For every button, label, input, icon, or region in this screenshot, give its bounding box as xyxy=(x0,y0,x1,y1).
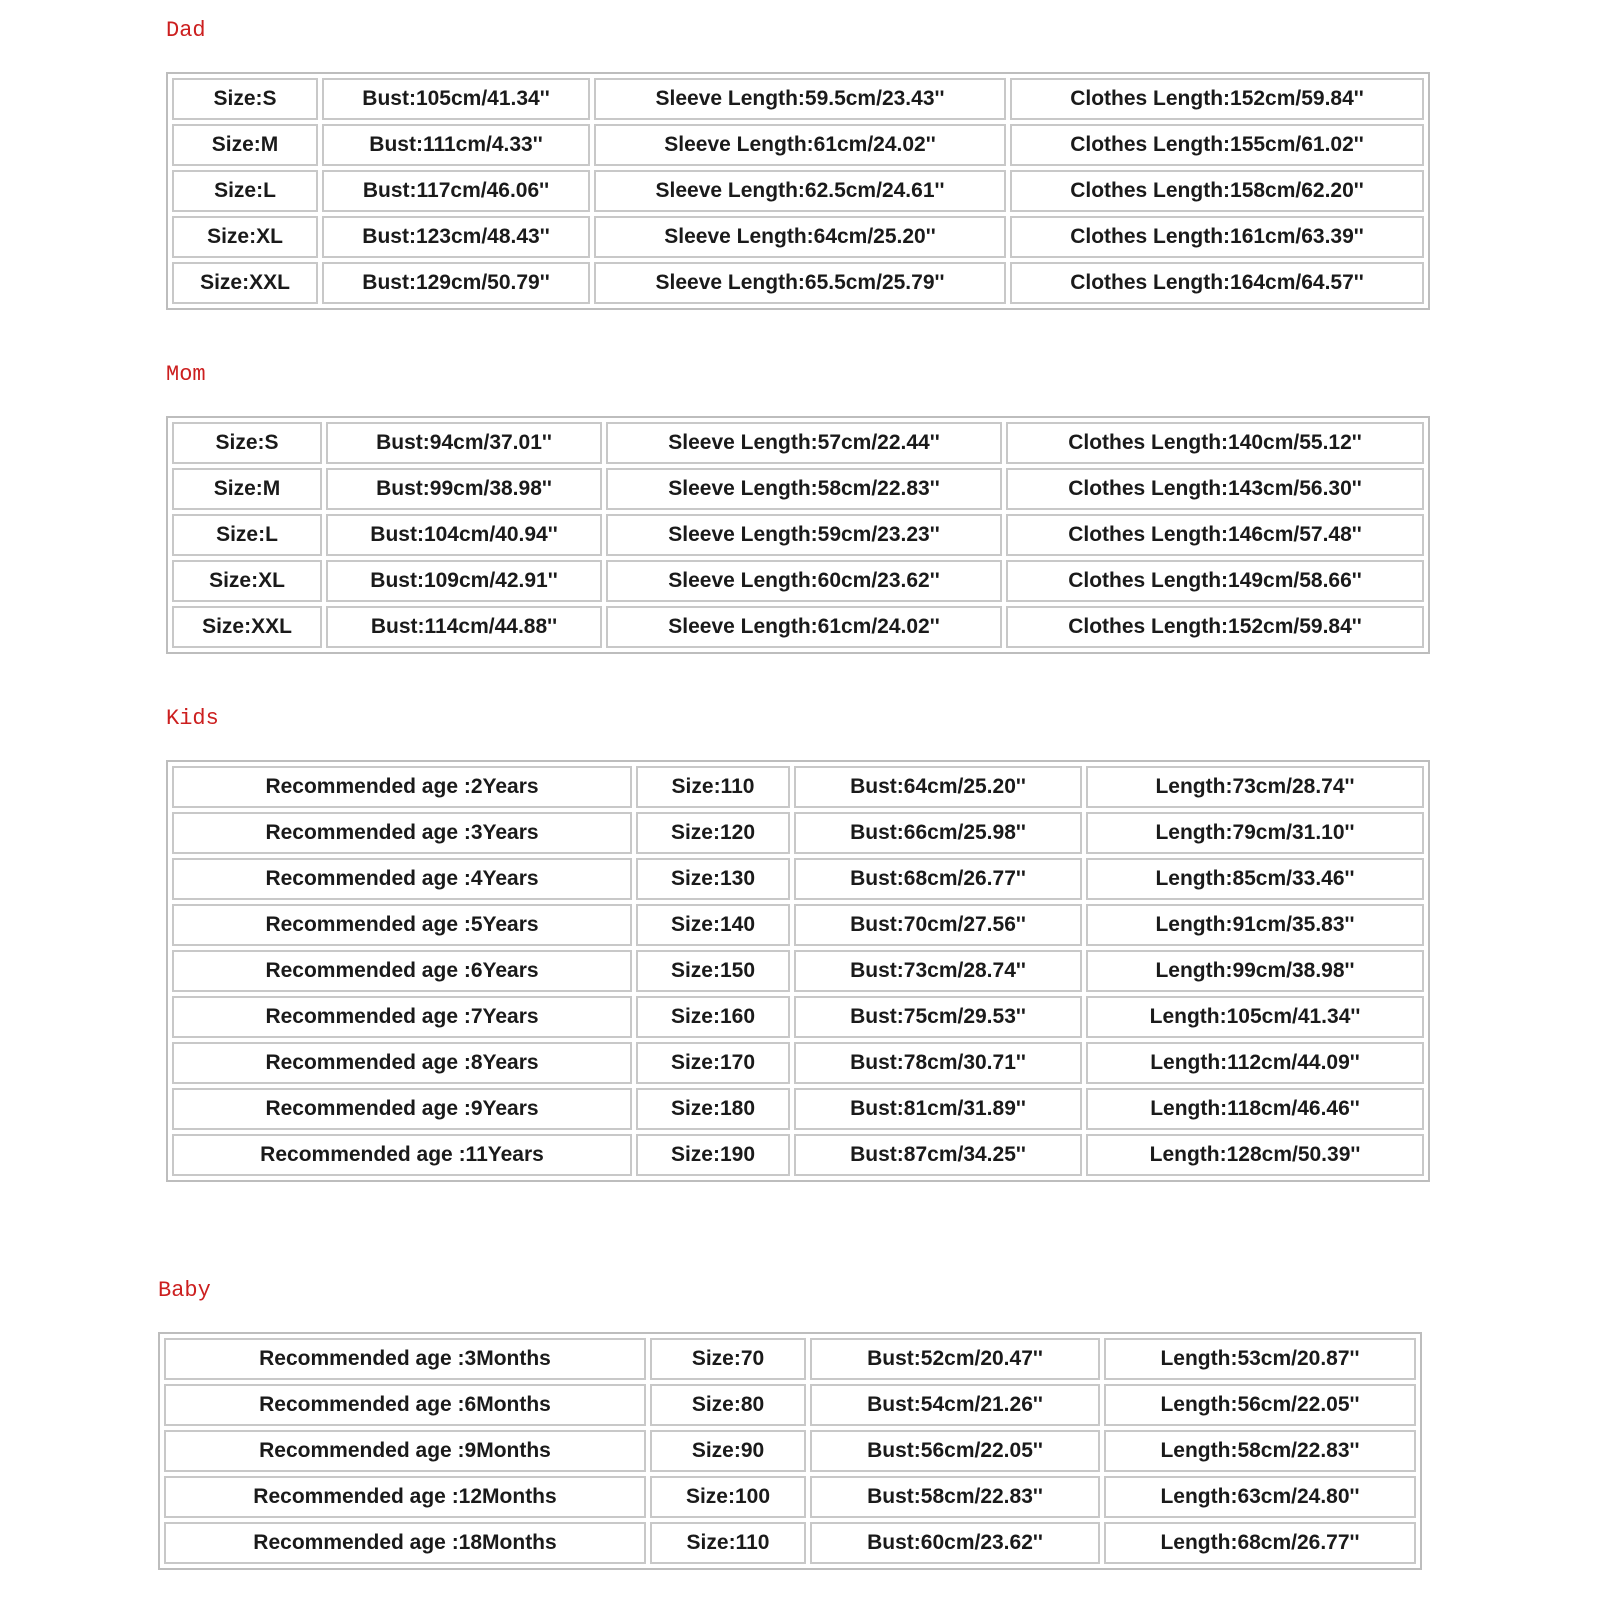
table-cell: Bust:111cm/4.33'' xyxy=(322,124,590,166)
table-cell: Size:160 xyxy=(636,996,790,1038)
section-heading-dad: Dad xyxy=(166,18,206,43)
table-cell: Sleeve Length:62.5cm/24.61'' xyxy=(594,170,1006,212)
table-cell: Size:130 xyxy=(636,858,790,900)
table-cell: Bust:104cm/40.94'' xyxy=(326,514,602,556)
table-cell: Clothes Length:140cm/55.12'' xyxy=(1006,422,1424,464)
table-row xyxy=(172,514,1424,556)
table-cell: Bust:58cm/22.83'' xyxy=(810,1476,1100,1518)
table-cell: Size:M xyxy=(172,468,322,510)
table-row xyxy=(172,422,1424,464)
table-cell: Size:M xyxy=(172,124,318,166)
table-cell: Bust:75cm/29.53'' xyxy=(794,996,1082,1038)
table-row xyxy=(172,78,1424,120)
table-cell: Recommended age :5Years xyxy=(172,904,632,946)
table-cell: Size:110 xyxy=(650,1522,806,1564)
table-cell: Size:180 xyxy=(636,1088,790,1130)
table-cell: Bust:70cm/27.56'' xyxy=(794,904,1082,946)
table-cell: Size:190 xyxy=(636,1134,790,1176)
table-row xyxy=(172,262,1424,304)
table-row xyxy=(172,216,1424,258)
table-cell: Clothes Length:164cm/64.57'' xyxy=(1010,262,1424,304)
size-table-kids xyxy=(166,760,1430,1182)
table xyxy=(168,418,1428,652)
table-cell: Size:120 xyxy=(636,812,790,854)
table-row xyxy=(164,1384,1416,1426)
table-cell: Size:XL xyxy=(172,216,318,258)
table-row xyxy=(172,1042,1424,1084)
table-cell: Bust:129cm/50.79'' xyxy=(322,262,590,304)
table-cell: Bust:81cm/31.89'' xyxy=(794,1088,1082,1130)
table-cell: Recommended age :11Years xyxy=(172,1134,632,1176)
table-cell: Size:110 xyxy=(636,766,790,808)
table-cell: Bust:66cm/25.98'' xyxy=(794,812,1082,854)
table-row xyxy=(164,1522,1416,1564)
table-cell: Length:68cm/26.77'' xyxy=(1104,1522,1416,1564)
table-cell: Size:150 xyxy=(636,950,790,992)
table-cell: Length:128cm/50.39'' xyxy=(1086,1134,1424,1176)
table-cell: Recommended age :18Months xyxy=(164,1522,646,1564)
table-cell: Length:91cm/35.83'' xyxy=(1086,904,1424,946)
table-row xyxy=(172,170,1424,212)
table-cell: Size:L xyxy=(172,514,322,556)
table-cell: Length:53cm/20.87'' xyxy=(1104,1338,1416,1380)
table-cell: Bust:99cm/38.98'' xyxy=(326,468,602,510)
table-cell: Sleeve Length:60cm/23.62'' xyxy=(606,560,1002,602)
table-cell: Bust:60cm/23.62'' xyxy=(810,1522,1100,1564)
table-cell: Length:118cm/46.46'' xyxy=(1086,1088,1424,1130)
table-cell: Clothes Length:143cm/56.30'' xyxy=(1006,468,1424,510)
table-cell: Bust:105cm/41.34'' xyxy=(322,78,590,120)
table-cell: Length:79cm/31.10'' xyxy=(1086,812,1424,854)
table-cell: Length:105cm/41.34'' xyxy=(1086,996,1424,1038)
table-cell: Length:73cm/28.74'' xyxy=(1086,766,1424,808)
table-cell: Clothes Length:149cm/58.66'' xyxy=(1006,560,1424,602)
table-cell: Size:XL xyxy=(172,560,322,602)
table-cell: Bust:68cm/26.77'' xyxy=(794,858,1082,900)
table-cell: Sleeve Length:65.5cm/25.79'' xyxy=(594,262,1006,304)
table-row xyxy=(164,1430,1416,1472)
table xyxy=(168,74,1428,308)
table-cell: Sleeve Length:57cm/22.44'' xyxy=(606,422,1002,464)
table-row xyxy=(172,812,1424,854)
table-cell: Recommended age :9Months xyxy=(164,1430,646,1472)
table-cell: Recommended age :12Months xyxy=(164,1476,646,1518)
table-cell: Recommended age :7Years xyxy=(172,996,632,1038)
table-row xyxy=(164,1338,1416,1380)
table-cell: Size:L xyxy=(172,170,318,212)
table-cell: Bust:56cm/22.05'' xyxy=(810,1430,1100,1472)
table-row xyxy=(164,1476,1416,1518)
table-row xyxy=(172,1088,1424,1130)
table-row xyxy=(172,1134,1424,1176)
table-row xyxy=(172,124,1424,166)
section-heading-mom: Mom xyxy=(166,362,206,387)
table-cell: Bust:52cm/20.47'' xyxy=(810,1338,1100,1380)
table-cell: Sleeve Length:61cm/24.02'' xyxy=(594,124,1006,166)
table-cell: Size:140 xyxy=(636,904,790,946)
table-cell: Size:S xyxy=(172,422,322,464)
table-cell: Recommended age :6Years xyxy=(172,950,632,992)
table-cell: Size:100 xyxy=(650,1476,806,1518)
table-cell: Bust:114cm/44.88'' xyxy=(326,606,602,648)
size-table-dad xyxy=(166,72,1430,310)
table-cell: Bust:94cm/37.01'' xyxy=(326,422,602,464)
table-cell: Clothes Length:161cm/63.39'' xyxy=(1010,216,1424,258)
table-cell: Bust:117cm/46.06'' xyxy=(322,170,590,212)
table-cell: Clothes Length:146cm/57.48'' xyxy=(1006,514,1424,556)
table-cell: Sleeve Length:59.5cm/23.43'' xyxy=(594,78,1006,120)
table-cell: Size:70 xyxy=(650,1338,806,1380)
table-row xyxy=(172,996,1424,1038)
table-cell: Bust:73cm/28.74'' xyxy=(794,950,1082,992)
size-table-mom xyxy=(166,416,1430,654)
table-row xyxy=(172,560,1424,602)
table-cell: Bust:109cm/42.91'' xyxy=(326,560,602,602)
table-cell: Clothes Length:152cm/59.84'' xyxy=(1006,606,1424,648)
table-cell: Length:99cm/38.98'' xyxy=(1086,950,1424,992)
table-cell: Recommended age :2Years xyxy=(172,766,632,808)
table-cell: Bust:123cm/48.43'' xyxy=(322,216,590,258)
table-row xyxy=(172,904,1424,946)
table-cell: Recommended age :9Years xyxy=(172,1088,632,1130)
table-cell: Clothes Length:152cm/59.84'' xyxy=(1010,78,1424,120)
table-cell: Sleeve Length:59cm/23.23'' xyxy=(606,514,1002,556)
table xyxy=(160,1334,1420,1568)
table-cell: Length:58cm/22.83'' xyxy=(1104,1430,1416,1472)
table-cell: Recommended age :3Months xyxy=(164,1338,646,1380)
table-cell: Recommended age :8Years xyxy=(172,1042,632,1084)
table-cell: Bust:54cm/21.26'' xyxy=(810,1384,1100,1426)
section-heading-baby: Baby xyxy=(158,1278,211,1303)
table-cell: Sleeve Length:58cm/22.83'' xyxy=(606,468,1002,510)
table xyxy=(168,762,1428,1180)
table-cell: Length:85cm/33.46'' xyxy=(1086,858,1424,900)
table-cell: Sleeve Length:61cm/24.02'' xyxy=(606,606,1002,648)
table-cell: Recommended age :6Months xyxy=(164,1384,646,1426)
table-cell: Length:56cm/22.05'' xyxy=(1104,1384,1416,1426)
table-cell: Clothes Length:155cm/61.02'' xyxy=(1010,124,1424,166)
size-table-baby xyxy=(158,1332,1422,1570)
table-cell: Size:90 xyxy=(650,1430,806,1472)
table-cell: Size:S xyxy=(172,78,318,120)
table-row xyxy=(172,766,1424,808)
table-cell: Size:XXL xyxy=(172,606,322,648)
table-cell: Bust:78cm/30.71'' xyxy=(794,1042,1082,1084)
table-row xyxy=(172,858,1424,900)
table-cell: Size:XXL xyxy=(172,262,318,304)
table-cell: Bust:64cm/25.20'' xyxy=(794,766,1082,808)
table-cell: Bust:87cm/34.25'' xyxy=(794,1134,1082,1176)
table-cell: Recommended age :3Years xyxy=(172,812,632,854)
table-cell: Size:80 xyxy=(650,1384,806,1426)
table-cell: Size:170 xyxy=(636,1042,790,1084)
table-cell: Sleeve Length:64cm/25.20'' xyxy=(594,216,1006,258)
table-row xyxy=(172,950,1424,992)
table-cell: Length:112cm/44.09'' xyxy=(1086,1042,1424,1084)
section-heading-kids: Kids xyxy=(166,706,219,731)
table-cell: Recommended age :4Years xyxy=(172,858,632,900)
table-row xyxy=(172,468,1424,510)
table-cell: Length:63cm/24.80'' xyxy=(1104,1476,1416,1518)
table-cell: Clothes Length:158cm/62.20'' xyxy=(1010,170,1424,212)
table-row xyxy=(172,606,1424,648)
